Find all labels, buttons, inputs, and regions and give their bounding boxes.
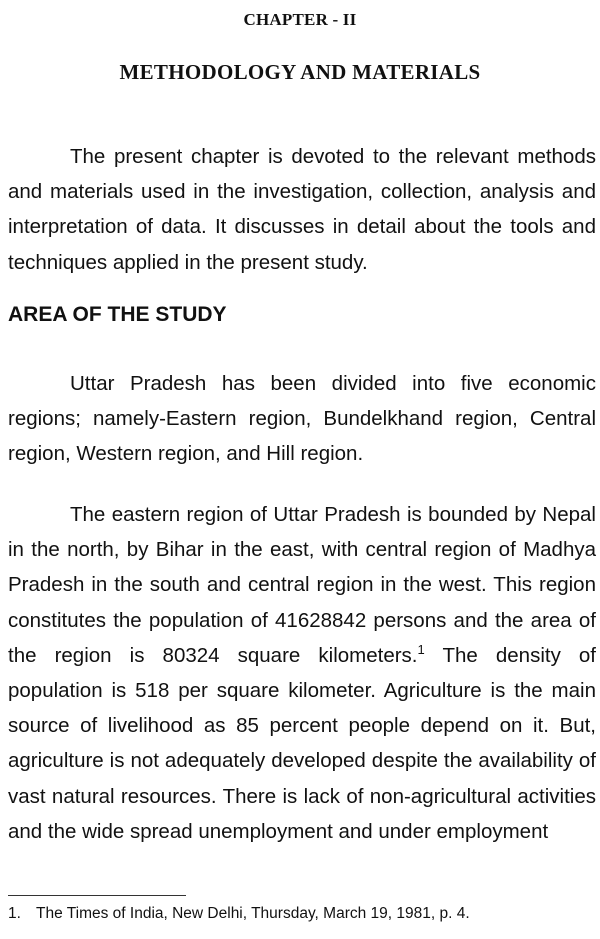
footnote bbox=[8, 905, 470, 923]
eastern-region-text-1: The eastern region of Uttar Pradesh is bounded by Nepal in the north, by Bihar in the east, with central region of Madhya Pradesh in the south and central region in the west. This region constitutes the population of 41628842 persons and the area of the region is 80324 square kilometers. bbox=[8, 503, 596, 667]
intro-paragraph: The present chapter is devoted to the relevant methods and materials used in the investigation, collection, analysis and interpretation of data. It discusses in detail about the tools and techniques applied in the present study. bbox=[8, 145, 596, 274]
regions-paragraph: Uttar Pradesh has been divided into five economic regions; namely-Eastern region, Bundelkhand region, Central region, Western region, and Hill region. bbox=[8, 372, 596, 466]
chapter-title: METHODOLOGY AND MATERIALS bbox=[119, 60, 481, 84]
footnote-divider bbox=[8, 895, 186, 896]
footnote-text: The Times of India, New Delhi, Thursday, March 19, 1981, p. 4. bbox=[36, 905, 470, 922]
footnote-reference: 1 bbox=[417, 641, 425, 657]
eastern-region-paragraph bbox=[8, 497, 596, 849]
chapter-label: CHAPTER - II bbox=[243, 10, 357, 29]
eastern-region-text-2: The density of population is 518 per square kilometer. Agriculture is the main source of livelihood as 85 percent people depend on it. But, agriculture is not adequately developed despite the availability of vast natural resources. There is lack of non-agricultural activities and the wide spread unemployment and under employment bbox=[8, 643, 597, 843]
section-heading: AREA OF THE STUDY bbox=[8, 303, 227, 326]
footnote-number: 1. bbox=[8, 905, 21, 922]
